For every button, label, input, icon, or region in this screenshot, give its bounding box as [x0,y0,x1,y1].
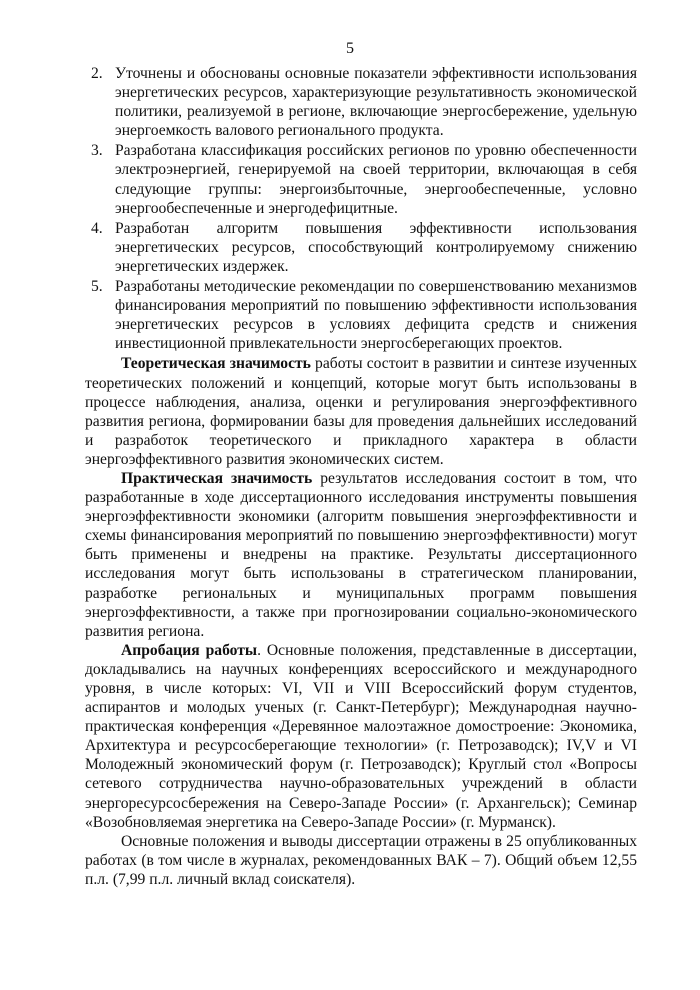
list-item-number: 2. [91,65,103,82]
paragraph-heading: Теоретическая значимость [121,355,311,373]
list-item [85,219,637,276]
practical-significance-paragraph [85,469,637,641]
list-item [85,277,637,353]
list-item-number: 3. [91,142,103,160]
list-item-text: Разработан алгоритм повышения эффективности использования энергетических ресурсов, способствующий контролируемому снижению энергетических издержек. [115,219,637,275]
page-number: 5 [346,40,354,57]
paragraph-text: результатов исследования состоит в том, что разработанные в ходе диссертационного исследования инструменты повышения энергоэффективности экономики (алгоритм повышения энергоэффективности и схемы финансирования мероприятий по повышению энергоэффективности) могут быть применены и внедрены на практике. Результаты диссертационного исследования могут быть использованы в стратегическом планировании, разработке региональных и муниципальных программ повышения энергоэффективности, а также при прогнозировании социально-экономического развития региона. [85,469,637,640]
paragraph-heading: Апробация работы [121,641,258,659]
list-item-number: 4. [91,219,103,237]
publications-paragraph [85,832,637,889]
list-item-text: Разработана классификация российских регионов по уровню обеспеченности электроэнергией, генерируемой на своей территории, включающая в себя следующие группы: энергоизбыточные, энергообеспеченные, условно энергообеспеченные и энергодефицитные. [115,142,637,217]
list-item-text: Разработаны методические рекомендации по совершенствованию механизмов финансирования мероприятий по повышению эффективности использования энергетических ресурсов в условиях дефицита средств и снижения инвестиционной привлекательности энергосберегающих проектов. [115,278,637,353]
paragraph-text: . Основные положения, представленные в диссертации, докладывались на научных конференциях всероссийского и международного уровня, в числе которых: VI, VII и VIII Всероссийский форум студентов, аспирантов и молодых ученых (г. Санкт-Петербург); Международная научно-практическая конференция «Деревянное малоэтажное домостроение: Экономика, Архитектура и ресурсосберегающие технологии» (г. Петрозаводск); IV,V и VI Молодежный экономический форум (г. Петрозаводск); Круглый стол «Вопросы сетевого сотрудничества научно-образовательных учреждений в области энергоресурсосбережения на Северо-Западе России» (г. Архангельск); Семинар «Возобновляемая энергетика на Северо-Западе России» (г. Мурманск). [85,641,637,831]
paragraph-text: Основные положения и выводы диссертации отражены в 25 опубликованных работах (в том числе в журналах, рекомендованных ВАК – 7). Общий объем 12,55 п.л. (7,99 п.л. личный вклад соискателя). [85,832,637,888]
list-item [85,64,637,140]
list-item-number: 5. [91,278,103,296]
numbered-list [85,64,637,353]
list-item-text: Уточнены и обоснованы основные показатели эффективности использования энергетических ресурсов, характеризующие результативность экономической политики, реализуемой в регионе, включающие энергосбережение, удельную энергоемкость валового регионального продукта. [115,65,637,140]
list-item [85,141,637,217]
theoretical-significance-paragraph [85,354,637,469]
paragraph-heading: Практическая значимость [121,469,313,487]
page-content [85,64,637,889]
approbation-paragraph [85,641,637,832]
paragraph-text: работы состоит в развитии и синтезе изученных теоретических положений и концепций, которые могут быть использованы в процессе наблюдения, анализа, оценки и регулирования энергоэффективного развития региона, формировании базы для проведения дальнейших исследований и разработок теоретического и прикладного характера в области энергоэффективного развития экономических систем. [85,355,637,468]
